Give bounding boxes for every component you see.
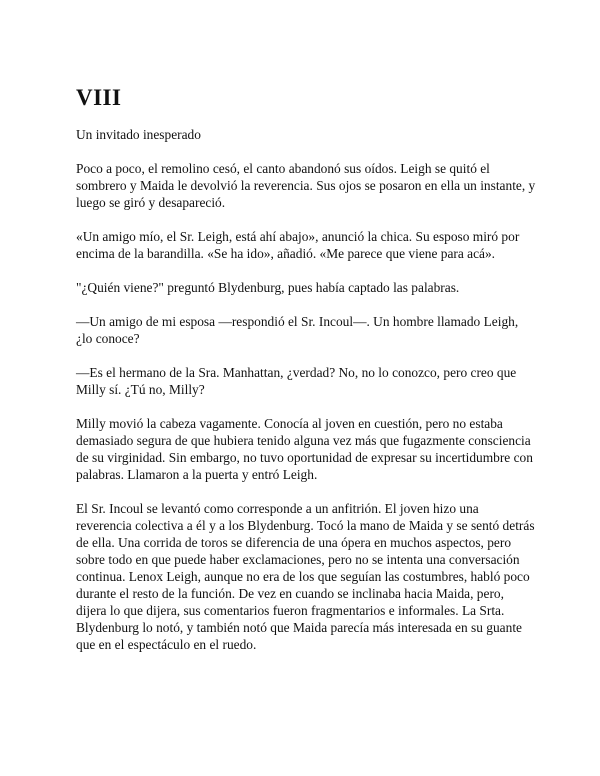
paragraph: "¿Quién viene?" preguntó Blydenburg, pues había captado las palabras. (76, 280, 460, 295)
page-content (76, 84, 536, 670)
paragraph: —Es el hermano de la Sra. Manhattan, ¿verdad? No, no lo conozco, pero creo que Milly sí. ¿Tú no, Milly? (76, 365, 517, 397)
chapter-number: VIII (76, 85, 122, 110)
paragraph: Poco a poco, el remolino cesó, el canto abandonó sus oídos. Leigh se quitó el sombrero y Maida le devolvió la reverencia. Sus ojos se posaron en ella un instante, y luego se giró y desapareció. (76, 161, 536, 210)
paragraph: «Un amigo mío, el Sr. Leigh, está ahí abajo», anunció la chica. Su esposo miró por encima de la barandilla. «Se ha ido», añadió. «Me parece que viene para acá». (76, 229, 520, 261)
chapter-title: Un invitado inesperado (76, 127, 201, 142)
paragraph: El Sr. Incoul se levantó como corresponde a un anfitrión. El joven hizo una reverencia colectiva a él y a los Blydenburg. Tocó la mano de Maida y se sentó detrás de ella. Una corrida de toros se diferencia de una ópera en muchos aspectos, pero sobre todo en que puede haber exclamaciones, pero no se intenta una conversación continua. Lenox Leigh, aunque no era de los que seguían las costumbres, habló poco durante el resto de la función. De vez en cuando se inclinaba hacia Maida, pero, dijera lo que dijera, sus comentarios fueron fragmentarios e informales. La Srta. Blydenburg lo notó, y también notó que Maida parecía más interesada en su guante que en el espectáculo en el ruedo. (76, 501, 535, 652)
paragraph: Milly movió la cabeza vagamente. Conocía al joven en cuestión, pero no estaba demasiado segura de que hubiera tenido alguna vez más que fugazmente consciencia de su virginidad. Sin embargo, no tuvo oportunidad de expresar su incertidumbre con palabras. Llamaron a la puerta y entró Leigh. (76, 416, 533, 482)
paragraph: —Un amigo de mi esposa —respondió el Sr. Incoul—. Un hombre llamado Leigh, ¿lo conoce? (76, 314, 519, 346)
